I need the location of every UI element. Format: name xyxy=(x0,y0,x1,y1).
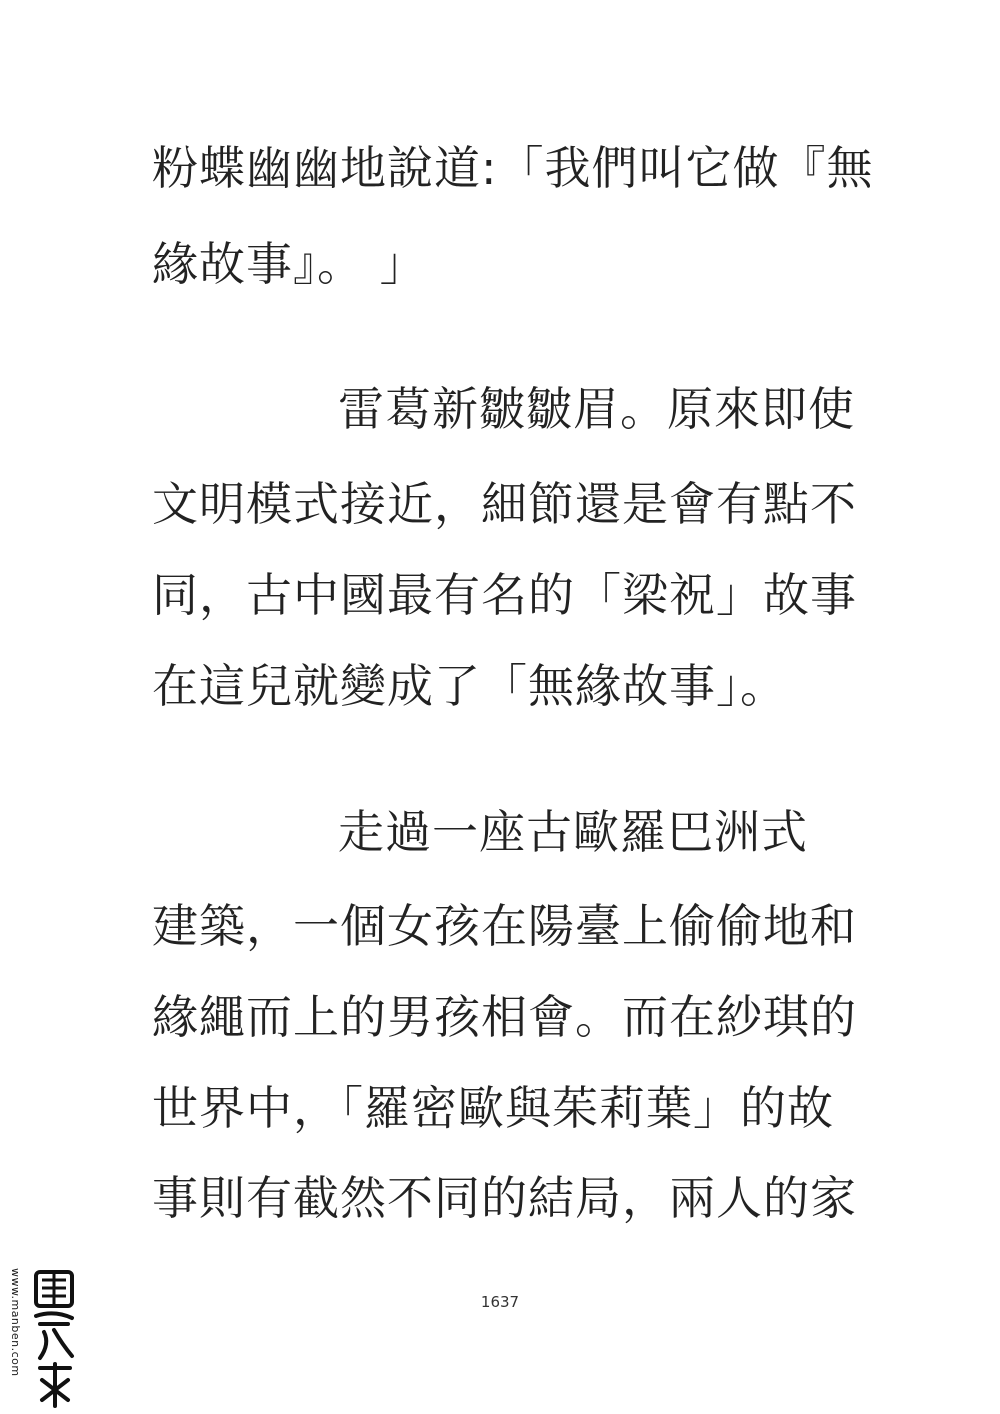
text-line: 緣故事』。 」 xyxy=(152,237,427,291)
text-line: 緣繩而上的男孩相會。而在紗琪的 xyxy=(152,990,857,1044)
paragraph-indent-line: 雷葛新皺皺眉。原來即使 xyxy=(338,382,855,436)
text-line: 同，古中國最有名的「梁祝」故事 xyxy=(152,568,857,622)
page-number: 1637 xyxy=(480,1293,520,1311)
manben-logo-icon xyxy=(10,1260,80,1410)
text-line: 世界中，「羅密歐與茱莉葉」的故 xyxy=(152,1081,834,1135)
paragraph-indent-line: 走過一座古歐羅巴洲式 xyxy=(338,805,808,859)
text-line: 事則有截然不同的結局，兩人的家 xyxy=(152,1171,857,1225)
text-line: 建築，一個女孩在陽臺上偷偷地和 xyxy=(152,899,857,953)
text-line: 在這兒就變成了「無緣故事」。 xyxy=(152,659,787,713)
text-line: 文明模式接近，細節還是會有點不 xyxy=(152,477,857,531)
watermark-url: www.manben.com xyxy=(9,1268,22,1377)
text-line: 粉蝶幽幽地說道:「我們叫它做『無 xyxy=(152,141,874,195)
